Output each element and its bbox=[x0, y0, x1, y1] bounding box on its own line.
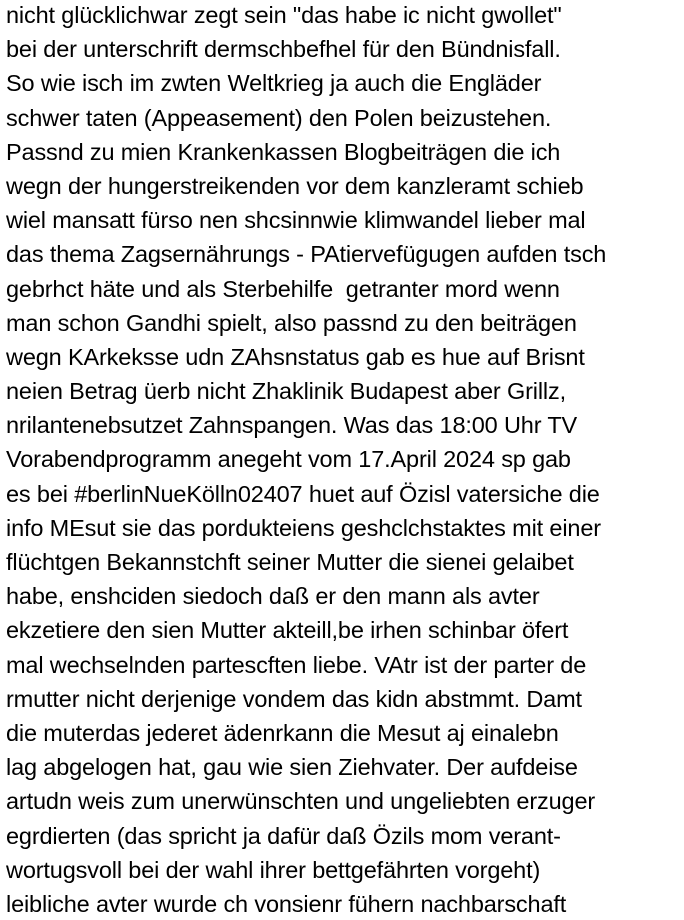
text-line: habe, enshciden siedoch daß er den mann als avter bbox=[6, 583, 540, 610]
text-line: wegn der hungerstreikenden vor dem kanzleramt schieb bbox=[6, 172, 584, 199]
text-line: egrdierten (das spricht ja dafür daß Özils mom verant- bbox=[6, 822, 561, 849]
text-line: info MEsut sie das pordukteiens geshclchstaktes mit einer bbox=[6, 514, 601, 541]
text-line: So wie isch im zwten Weltkrieg ja auch die Engläder bbox=[6, 70, 542, 97]
text-line: das thema Zagsernährungs - PAtiervefügugen aufden tsch bbox=[6, 241, 607, 268]
text-line: man schon Gandhi spielt, also passnd zu den beiträgen bbox=[6, 309, 577, 336]
text-line: gebrhct häte und als Sterbehilfe getranter mord wenn bbox=[6, 275, 560, 302]
text-line: artudn weis zum unerwünschten und ungeliebten erzuger bbox=[6, 788, 596, 815]
text-line: leibliche avter wurde ch vonsienr fühern nachbarschaft bbox=[6, 890, 567, 917]
text-line: wiel mansatt fürso nen shcsinnwie klimwandel lieber mal bbox=[6, 207, 586, 234]
text-line: mal wechselnden partescften liebe. VAtr ist der parter de bbox=[6, 651, 587, 678]
text-line: wortugsvoll bei der wahl ihrer bettgefährten vorgeht) bbox=[6, 856, 541, 883]
text-line: neien Betrag üerb nicht Zhaklinik Budapest aber Grillz, bbox=[6, 378, 566, 405]
text-line: Passnd zu mien Krankenkassen Blogbeiträgen die ich bbox=[6, 138, 561, 165]
text-line: wegn KArkeksse udn ZAhsnstatus gab es hue auf Brisnt bbox=[6, 343, 585, 370]
text-line: rmutter nicht derjenige vondem das kidn abstmmt. Damt bbox=[6, 685, 582, 712]
text-line: es bei #berlinNueKölln02407 huet auf Özisl vatersiche die bbox=[6, 480, 600, 507]
text-line: ekzetiere den sien Mutter akteill,be irhen schinbar öfert bbox=[6, 617, 569, 644]
text-line: die muterdas jederet ädenrkann die Mesut aj einalebn bbox=[6, 719, 559, 746]
text-line: schwer taten (Appeasement) den Polen beizustehen. bbox=[6, 104, 552, 131]
text-line: lag abgelogen hat, gau wie sien Ziehvater. Der aufdeise bbox=[6, 754, 578, 781]
text-line: flüchtgen Bekannstchft seiner Mutter die sienei gelaibet bbox=[6, 549, 574, 575]
text-line: nrilantenebsutzet Zahnspangen. Was das 18:00 Uhr TV bbox=[6, 412, 578, 439]
text-line: Vorabendprogramm anegeht vom 17.April 2024 sp gab bbox=[6, 446, 571, 473]
text-line: bei der unterschrift dermschbefhel für den Bündnisfall. bbox=[6, 36, 561, 63]
document-text bbox=[6, 0, 684, 920]
text-line: nicht glücklichwar zegt sein "das habe ic nicht gwollet" bbox=[6, 2, 562, 28]
